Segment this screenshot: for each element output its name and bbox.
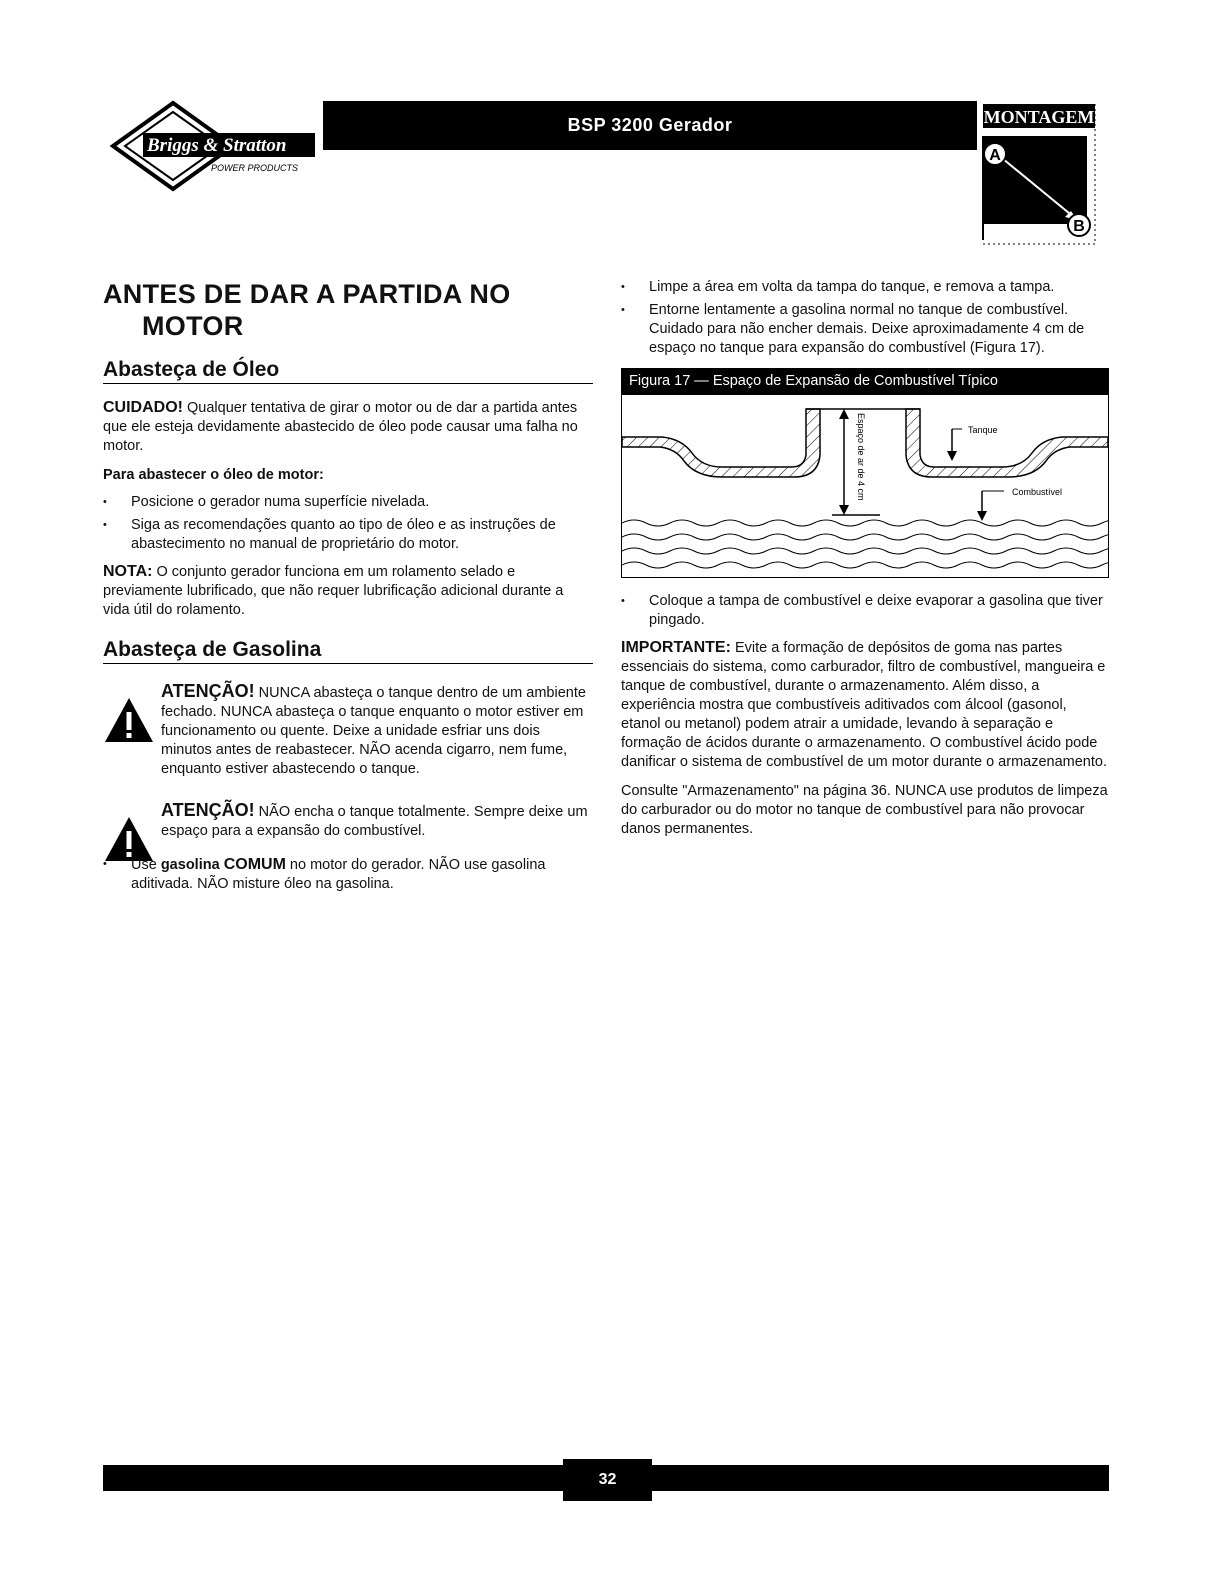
cap-bullet-list bbox=[621, 592, 1109, 630]
badge-a: A bbox=[989, 147, 1001, 164]
oil-steps-list bbox=[103, 493, 593, 554]
badge-label: MONTAGEM bbox=[983, 107, 1095, 127]
bullet-text: Use bbox=[131, 857, 161, 873]
note-text: O conjunto gerador funciona em um rolamento selado e previamente lubrificado, que não requer lubrificação adicional durante a vida útil do rolamento. bbox=[103, 564, 564, 618]
label-tank: Tanque bbox=[968, 425, 998, 435]
page-number-box bbox=[563, 1459, 652, 1501]
bold-gasolina: gasolina bbox=[160, 857, 220, 873]
figure-diagram bbox=[621, 395, 1109, 578]
svg-text:Briggs & Stratton: Briggs & Stratton bbox=[147, 135, 287, 156]
list-item: • Siga as recomendações quanto ao tipo de óleo e as instruções de abastecimento no manual de proprietário do motor. bbox=[103, 516, 593, 554]
important-text: Evite a formação de depósitos de goma nas partes essenciais do sistema, como carburador, filtro de combustível, mangueira e tanque de combustível, durante o armazenamento. Além disso, a experiência mostra que combustíveis aditivados com álcool (gasonol, etanol ou metanol) podem atrair a umidade, levando à separação e formação de ácidos durante o armazenamento. O combustível ácido pode danificar o sistema de combustível de um motor durante o armazenamento. bbox=[621, 640, 1107, 770]
right-column bbox=[621, 278, 1109, 849]
warning-label: ATENÇÃO! bbox=[161, 681, 255, 701]
bold-comum: COMUM bbox=[223, 856, 286, 873]
note-label: NOTA: bbox=[103, 563, 153, 580]
page-number: 32 bbox=[598, 1471, 617, 1488]
label-air-space: Espaço de ar de 4 cm bbox=[856, 413, 866, 501]
section-badge bbox=[975, 100, 1099, 246]
warning-icon bbox=[103, 696, 155, 744]
warning-label: ATENÇÃO! bbox=[161, 800, 255, 820]
badge-b: B bbox=[1073, 218, 1085, 235]
list-item bbox=[103, 855, 593, 894]
page-heading bbox=[103, 278, 593, 342]
oil-note bbox=[103, 562, 593, 620]
oil-section-title: Abasteça de Óleo bbox=[103, 360, 593, 384]
caution-label: CUIDADO! bbox=[103, 399, 183, 416]
important-label: IMPORTANTE: bbox=[621, 639, 731, 656]
figure-17 bbox=[621, 368, 1109, 578]
list-item: • Posicione o gerador numa superfície nivelada. bbox=[103, 493, 593, 512]
label-fuel: Combustível bbox=[1012, 487, 1063, 497]
list-item: • Limpe a área em volta da tampa do tanque, e remova a tampa. bbox=[621, 278, 1109, 297]
heading-line-1: ANTES DE DAR A PARTIDA NO bbox=[103, 279, 511, 309]
warning-text: NÃO encha o tanque totalmente. Sempre deixe um espaço para a expansão do combustível. bbox=[161, 804, 588, 839]
bullet-text: no motor do gerador. NÃO use gasolina aditivada. NÃO misture óleo na gasolina. bbox=[131, 857, 546, 892]
warning-block-2 bbox=[103, 801, 593, 841]
brand-logo bbox=[103, 100, 323, 192]
oil-caution bbox=[103, 398, 593, 456]
oil-subhead: Para abastecer o óleo de motor: bbox=[103, 467, 324, 483]
consult-paragraph: Consulte "Armazenamento" na página 36. NUNCA use produtos de limpeza do carburador ou do motor no tanque de combustível para não provocar danos permanentes. bbox=[621, 783, 1108, 837]
document-title-bar bbox=[323, 101, 977, 150]
heading-line-2: MOTOR bbox=[142, 311, 244, 341]
left-column bbox=[103, 278, 593, 902]
important-paragraph bbox=[621, 638, 1109, 772]
warning-block-1 bbox=[103, 682, 593, 779]
figure-title: Figura 17 — Espaço de Expansão de Combustível Típico bbox=[621, 368, 1109, 395]
warning-text: NUNCA abasteça o tanque dentro de um ambiente fechado. NUNCA abasteça o tanque enquanto o motor estiver em funcionamento ou quente. Deixe a unidade esfriar uns dois minutos antes de reabastecer. NÃO acenda cigarro, nem fume, enquanto estiver abastecendo o tanque. bbox=[161, 685, 586, 777]
gas-section-title: Abasteça de Gasolina bbox=[103, 640, 593, 664]
gas-bullet-list bbox=[103, 855, 593, 894]
list-item: • Coloque a tampa de combustível e deixe evaporar a gasolina que tiver pingado. bbox=[621, 592, 1109, 630]
svg-text:POWER PRODUCTS: POWER PRODUCTS bbox=[211, 163, 299, 173]
fuel-steps-list bbox=[621, 278, 1109, 358]
caution-text: Qualquer tentativa de girar o motor ou de dar a partida antes que ele esteja devidamente abastecido de óleo pode causar uma falha no motor. bbox=[103, 400, 578, 454]
document-title: BSP 3200 Gerador bbox=[567, 115, 733, 135]
list-item: • Entorne lentamente a gasolina normal no tanque de combustível. Cuidado para não encher demais. Deixe aproximadamente 4 cm de espaço no tanque para expansão do combustível (Figura 17). bbox=[621, 301, 1109, 358]
